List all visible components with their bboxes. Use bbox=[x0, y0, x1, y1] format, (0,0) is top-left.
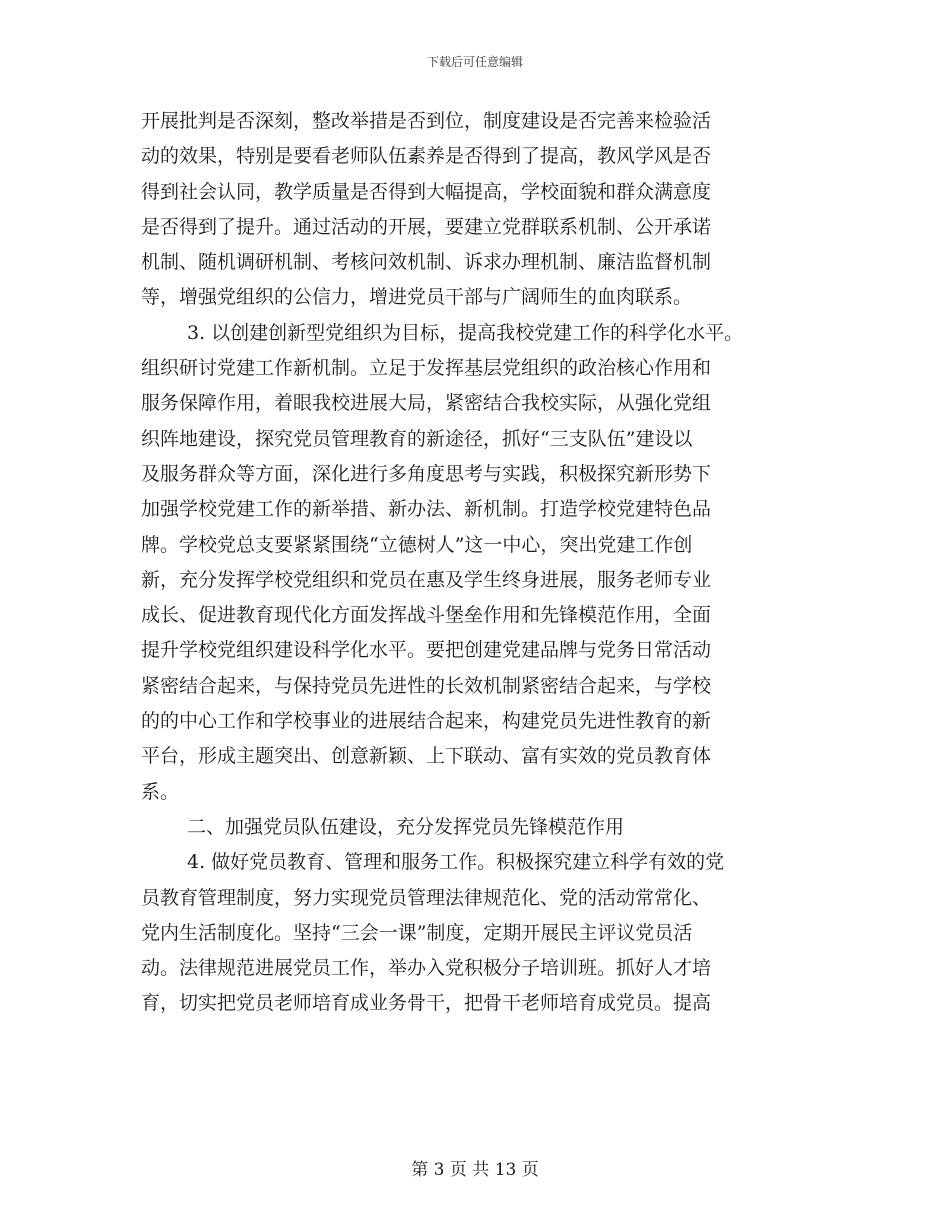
text-line: 员教育管理制度，努力实现党员管理法律规范化、党的活动常常化、 bbox=[141, 886, 712, 909]
text-line: 成长、促进教育现代化方面发挥战斗堡垒作用和先锋模范作用，全面 bbox=[141, 604, 712, 627]
text-line: 新，充分发挥学校党组织和党员在惠及学生终身进展，服务老师专业 bbox=[141, 568, 712, 591]
text-line: 织阵地建设，探究党员管理教育的新途径，抓好“三支队伍”建设以 bbox=[141, 427, 693, 450]
text-line: 机制、随机调研机制、考核问效机制、诉求办理机制、廉洁监督机制 bbox=[141, 251, 712, 274]
text-line: 育，切实把党员老师培育成业务骨干，把骨干老师培育成党员。提高 bbox=[141, 992, 712, 1015]
text-line: 加强学校党建工作的新举措、新办法、新机制。打造学校党建特色品 bbox=[141, 498, 712, 521]
text-line: 牌。学校党总支要紧紧围绕“立德树人”这一中心，突出党建工作创 bbox=[141, 533, 693, 556]
text-line: 开展批判是否深刻，整改举措是否到位，制度建设是否完善来检验活 bbox=[141, 110, 712, 132]
text-line: 组织研讨党建工作新机制。立足于发挥基层党组织的政治核心作用和 bbox=[141, 357, 712, 380]
text-line: 二、加强党员队伍建设，充分发挥党员先锋模范作用 bbox=[187, 815, 625, 838]
text-line: 等，增强党组织的公信力，增进党员干部与广阔师生的血肉联系。 bbox=[141, 286, 693, 309]
text-line: 提升学校党组织建设科学化水平。要把创建党建品牌与党务日常活动 bbox=[141, 639, 712, 662]
text-line: 平台，形成主题突出、创意新颖、上下联动、富有实效的党员教育体 bbox=[141, 745, 712, 768]
text-line: 3. 以创建创新型党组织为目标，提高我校党建工作的科学化水平。 bbox=[187, 321, 744, 344]
text-line: 4. 做好党员教育、管理和服务工作。积极探究建立科学有效的党 bbox=[187, 851, 725, 874]
text-line: 党内生活制度化。坚持“三会一课”制度，定期开展民主评议党员活 bbox=[141, 921, 693, 944]
text-line: 是否得到了提升。通过活动的开展，要建立党群联系机制、公开承诺 bbox=[141, 215, 712, 238]
text-line: 得到社会认同，教学质量是否得到大幅提高，学校面貌和群众满意度 bbox=[141, 180, 712, 203]
text-line: 紧密结合起来，与保持党员先进性的长效机制紧密结合起来，与学校 bbox=[141, 674, 712, 697]
text-line: 及服务群众等方面，深化进行多角度思考与实践，积极探究新形势下 bbox=[141, 462, 712, 485]
page-footer: 第 3 页 共 13 页 bbox=[411, 1160, 539, 1180]
page-header: 下载后可任意编辑 bbox=[426, 55, 523, 69]
text-line: 动的效果，特别是要看老师队伍素养是否得到了提高，教风学风是否 bbox=[141, 145, 712, 168]
text-line: 服务保障作用，着眼我校进展大局，紧密结合我校实际，从强化党组 bbox=[141, 392, 712, 415]
text-line: 动。法律规范进展党员工作，举办入党积极分子培训班。抓好人才培 bbox=[141, 957, 712, 980]
text-line: 系。 bbox=[141, 780, 180, 803]
document-body bbox=[141, 104, 831, 1022]
text-line: 的的中心工作和学校事业的进展结合起来，构建党员先进性教育的新 bbox=[141, 710, 712, 733]
